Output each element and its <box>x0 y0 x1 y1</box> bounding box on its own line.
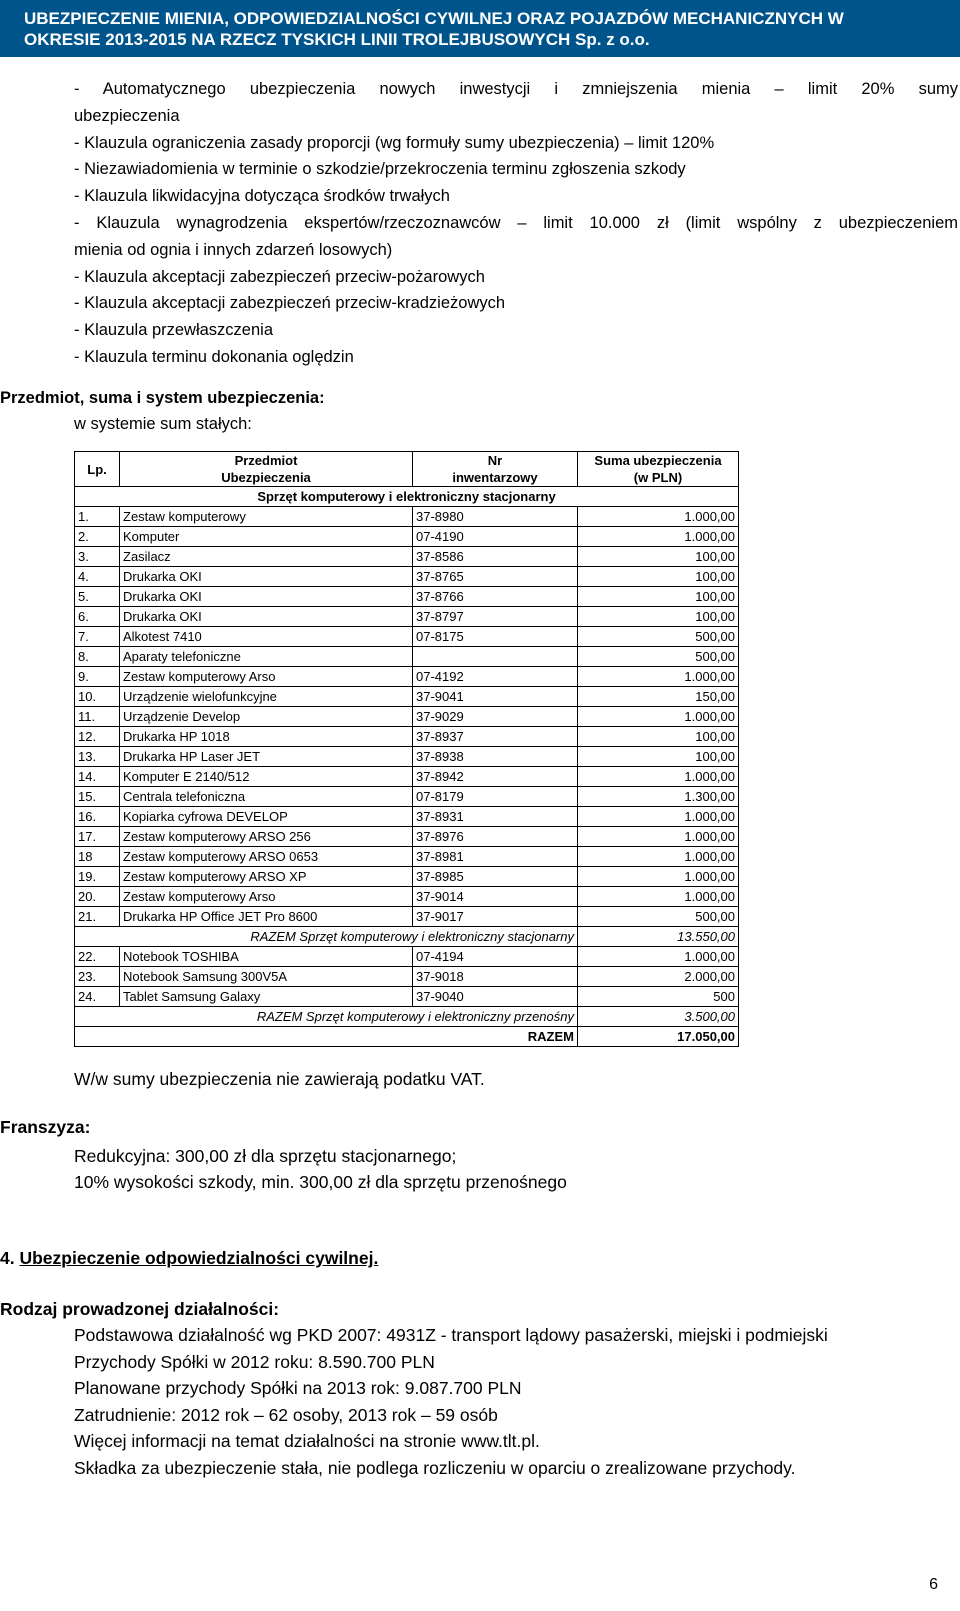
row-sum-insured: 1.000,00 <box>578 807 739 827</box>
activity-line: Składka za ubezpieczenie stała, nie podlega rozliczeniu w oparciu o zrealizowane przychody. <box>74 1458 796 1478</box>
subtotal-label: RAZEM Sprzęt komputerowy i elektroniczny przenośny <box>75 1007 578 1027</box>
franchise-line: 10% wysokości szkody, min. 300,00 zł dla sprzętu przenośnego <box>74 1172 567 1192</box>
row-inventory-number: 37-8942 <box>413 767 578 787</box>
table-row <box>75 787 739 807</box>
row-inventory-number: 37-9041 <box>413 687 578 707</box>
row-inventory-number: 37-8766 <box>413 587 578 607</box>
table-row <box>75 627 739 647</box>
header-lp: Lp. <box>75 452 120 487</box>
clause-line: - Klauzula akceptacji zabezpieczeń przeciw-pożarowych <box>74 267 485 286</box>
insurance-system-label: w systemie sum stałych: <box>74 415 252 433</box>
row-lp: 21. <box>75 907 120 927</box>
row-item-name: Zestaw komputerowy <box>120 507 413 527</box>
row-item-name: Komputer E 2140/512 <box>120 767 413 787</box>
row-lp: 12. <box>75 727 120 747</box>
row-inventory-number: 37-8976 <box>413 827 578 847</box>
row-item-name: Zestaw komputerowy ARSO XP <box>120 867 413 887</box>
section-4-heading <box>0 1248 378 1269</box>
group-title-stationary: Sprzęt komputerowy i elektroniczny stacjonarny <box>75 487 739 507</box>
portable-rows <box>75 947 739 1007</box>
section-title: Ubezpieczenie odpowiedzialności cywilnej. <box>19 1248 379 1268</box>
table-row <box>75 607 739 627</box>
row-item-name: Tablet Samsung Galaxy <box>120 987 413 1007</box>
stationary-rows <box>75 507 739 927</box>
table-row <box>75 907 739 927</box>
row-inventory-number: 37-8797 <box>413 607 578 627</box>
table-row <box>75 847 739 867</box>
row-item-name: Alkotest 7410 <box>120 627 413 647</box>
row-sum-insured: 1.000,00 <box>578 667 739 687</box>
row-inventory-number: 37-8765 <box>413 567 578 587</box>
row-item-name: Kopiarka cyfrowa DEVELOP <box>120 807 413 827</box>
row-item-name: Zestaw komputerowy ARSO 256 <box>120 827 413 847</box>
row-lp: 20. <box>75 887 120 907</box>
franchise-line: Redukcyjna: 300,00 zł dla sprzętu stacjonarnego; <box>74 1146 457 1166</box>
row-lp: 15. <box>75 787 120 807</box>
row-sum-insured: 150,00 <box>578 687 739 707</box>
clause-line: - Klauzula przewłaszczenia <box>74 321 274 340</box>
clause-line: - Klauzula wynagrodzenia ekspertów/rzeczoznawców – limit 10.000 zł (limit wspólny z ubezpieczeniem <box>74 213 958 232</box>
row-inventory-number: 07-4192 <box>413 667 578 687</box>
row-inventory-number: 37-8981 <box>413 847 578 867</box>
row-inventory-number: 37-8985 <box>413 867 578 887</box>
subtotal-label: RAZEM Sprzęt komputerowy i elektroniczny stacjonarny <box>75 927 578 947</box>
subtotal-row <box>75 1007 739 1027</box>
clause-line: - Klauzula terminu dokonania oględzin <box>74 347 354 366</box>
row-inventory-number: 37-8938 <box>413 747 578 767</box>
clause-list <box>74 76 958 371</box>
row-inventory-number: 37-8937 <box>413 727 578 747</box>
document-header-banner <box>0 0 960 57</box>
row-lp: 17. <box>75 827 120 847</box>
row-lp: 4. <box>75 567 120 587</box>
table-row <box>75 747 739 767</box>
row-sum-insured: 100,00 <box>578 747 739 767</box>
subtotal-portable <box>75 1007 739 1047</box>
row-inventory-number: 07-8179 <box>413 787 578 807</box>
table-row <box>75 587 739 607</box>
row-lp: 2. <box>75 527 120 547</box>
row-sum-insured: 1.000,00 <box>578 507 739 527</box>
row-inventory-number: 37-8931 <box>413 807 578 827</box>
row-sum-insured: 100,00 <box>578 587 739 607</box>
table-row <box>75 767 739 787</box>
row-item-name: Centrala telefoniczna <box>120 787 413 807</box>
table-row <box>75 687 739 707</box>
table-row <box>75 887 739 907</box>
subtotal-value: 13.550,00 <box>578 927 739 947</box>
table-row <box>75 987 739 1007</box>
row-lp: 19. <box>75 867 120 887</box>
row-inventory-number: 37-8586 <box>413 547 578 567</box>
row-sum-insured: 1.000,00 <box>578 527 739 547</box>
clause-line: mienia od ognia i innych zdarzeń losowych) <box>74 240 393 259</box>
row-inventory-number: 07-8175 <box>413 627 578 647</box>
row-lp: 9. <box>75 667 120 687</box>
row-item-name: Notebook Samsung 300V5A <box>120 967 413 987</box>
activity-line: Więcej informacji na temat działalności na stronie www.tlt.pl. <box>74 1431 540 1451</box>
row-item-name: Komputer <box>120 527 413 547</box>
activity-line: Podstawowa działalność wg PKD 2007: 4931Z - transport lądowy pasażerski, miejski i podmiejski <box>74 1325 828 1345</box>
row-item-name: Drukarka OKI <box>120 567 413 587</box>
clause-line: - Niezawiadomienia w terminie o szkodzie/przekroczenia terminu zgłoszenia szkody <box>74 160 686 179</box>
row-lp: 14. <box>75 767 120 787</box>
table-row <box>75 947 739 967</box>
clause-line: ubezpieczenia <box>74 106 180 125</box>
table-row <box>75 707 739 727</box>
row-lp: 7. <box>75 627 120 647</box>
row-sum-insured: 100,00 <box>578 607 739 627</box>
table-row <box>75 827 739 847</box>
row-inventory-number <box>413 647 578 667</box>
row-item-name: Drukarka HP 1018 <box>120 727 413 747</box>
row-lp: 16. <box>75 807 120 827</box>
grand-total-row <box>75 1027 739 1047</box>
table-row <box>75 507 739 527</box>
vat-note: W/w sumy ubezpieczenia nie zawierają podatku VAT. <box>74 1069 485 1089</box>
row-inventory-number: 37-9017 <box>413 907 578 927</box>
row-sum-insured: 1.000,00 <box>578 827 739 847</box>
table-row <box>75 567 739 587</box>
clause-line: - Klauzula likwidacyjna dotycząca środków trwałych <box>74 187 450 206</box>
row-item-name: Zestaw komputerowy ARSO 0653 <box>120 847 413 867</box>
row-inventory-number: 37-9040 <box>413 987 578 1007</box>
activity-line: Planowane przychody Spółki na 2013 rok: 9.087.700 PLN <box>74 1378 522 1398</box>
activity-line: Przychody Spółki w 2012 roku: 8.590.700 PLN <box>74 1352 435 1372</box>
row-item-name: Zestaw komputerowy Arso <box>120 667 413 687</box>
row-sum-insured: 500,00 <box>578 647 739 667</box>
row-lp: 23. <box>75 967 120 987</box>
table-row <box>75 867 739 887</box>
subtotal-row <box>75 927 739 947</box>
activity-heading: Rodzaj prowadzonej działalności: <box>0 1299 280 1319</box>
row-sum-insured: 1.000,00 <box>578 707 739 727</box>
header-title-line-2: OKRESIE 2013-2015 NA RZECZ TYSKICH LINII TROLEJBUSOWYCH Sp. z o.o. <box>24 30 650 49</box>
table-row <box>75 727 739 747</box>
row-sum-insured: 100,00 <box>578 547 739 567</box>
section-number: 4. <box>0 1248 15 1268</box>
row-lp: 13. <box>75 747 120 767</box>
row-sum-insured: 500,00 <box>578 907 739 927</box>
row-sum-insured: 1.300,00 <box>578 787 739 807</box>
row-inventory-number: 37-9029 <box>413 707 578 727</box>
subtotal-value: 3.500,00 <box>578 1007 739 1027</box>
row-sum-insured: 1.000,00 <box>578 767 739 787</box>
row-inventory-number: 37-8980 <box>413 507 578 527</box>
row-sum-insured: 500,00 <box>578 627 739 647</box>
row-sum-insured: 1.000,00 <box>578 947 739 967</box>
table-row <box>75 807 739 827</box>
grand-total-label: RAZEM <box>75 1027 578 1047</box>
row-inventory-number: 07-4190 <box>413 527 578 547</box>
header-title-line-1: UBEZPIECZENIE MIENIA, ODPOWIEDZIALNOŚCI CYWILNEJ ORAZ POJAZDÓW MECHANICZNYCH W <box>24 9 844 28</box>
row-lp: 22. <box>75 947 120 967</box>
activity-line: Zatrudnienie: 2012 rok – 62 osoby, 2013 rok – 59 osób <box>74 1405 498 1425</box>
row-lp: 5. <box>75 587 120 607</box>
row-sum-insured: 1.000,00 <box>578 847 739 867</box>
row-lp: 6. <box>75 607 120 627</box>
row-item-name: Drukarka OKI <box>120 607 413 627</box>
row-lp: 8. <box>75 647 120 667</box>
row-item-name: Drukarka OKI <box>120 587 413 607</box>
row-item-name: Zestaw komputerowy Arso <box>120 887 413 907</box>
clause-line: - Automatycznego ubezpieczenia nowych inwestycji i zmniejszenia mienia – limit 20% sumy <box>74 80 958 98</box>
row-item-name: Drukarka HP Office JET Pro 8600 <box>120 907 413 927</box>
table-row <box>75 527 739 547</box>
row-sum-insured: 1.000,00 <box>578 887 739 907</box>
row-item-name: Urządzenie wielofunkcyjne <box>120 687 413 707</box>
page-number: 6 <box>929 1576 938 1593</box>
row-sum-insured: 100,00 <box>578 727 739 747</box>
row-sum-insured: 100,00 <box>578 567 739 587</box>
row-sum-insured: 2.000,00 <box>578 967 739 987</box>
grand-total-value: 17.050,00 <box>578 1027 739 1047</box>
row-sum-insured: 1.000,00 <box>578 867 739 887</box>
clause-line: - Klauzula ograniczenia zasady proporcji (wg formuły sumy ubezpieczenia) – limit 120% <box>74 133 715 152</box>
row-sum-insured: 500 <box>578 987 739 1007</box>
row-lp: 11. <box>75 707 120 727</box>
row-inventory-number: 37-9018 <box>413 967 578 987</box>
table-row <box>75 967 739 987</box>
row-item-name: Urządzenie Develop <box>120 707 413 727</box>
row-lp: 10. <box>75 687 120 707</box>
row-item-name: Notebook TOSHIBA <box>120 947 413 967</box>
subject-heading: Przedmiot, suma i system ubezpieczenia: <box>0 389 325 407</box>
row-item-name: Drukarka HP Laser JET <box>120 747 413 767</box>
row-item-name: Zasilacz <box>120 547 413 567</box>
row-lp: 1. <box>75 507 120 527</box>
subtotal-stationary <box>75 927 739 947</box>
header-subject: Przedmiot Ubezpieczenia <box>120 452 413 487</box>
table-row <box>75 547 739 567</box>
row-inventory-number: 37-9014 <box>413 887 578 907</box>
table-header-row <box>75 452 739 487</box>
header-inventory-number: Nr inwentarzowy <box>413 452 578 487</box>
table-row <box>75 647 739 667</box>
row-lp: 3. <box>75 547 120 567</box>
header-sum-insured: Suma ubezpieczenia (w PLN) <box>578 452 739 487</box>
clause-line: - Klauzula akceptacji zabezpieczeń przeciw-kradzieżowych <box>74 294 506 313</box>
row-lp: 18 <box>75 847 120 867</box>
group-header-row <box>75 487 739 507</box>
row-lp: 24. <box>75 987 120 1007</box>
insured-equipment-table <box>74 451 739 1047</box>
table-row <box>75 667 739 687</box>
row-inventory-number: 07-4194 <box>413 947 578 967</box>
row-item-name: Aparaty telefoniczne <box>120 647 413 667</box>
franchise-heading: Franszyza: <box>0 1117 91 1137</box>
